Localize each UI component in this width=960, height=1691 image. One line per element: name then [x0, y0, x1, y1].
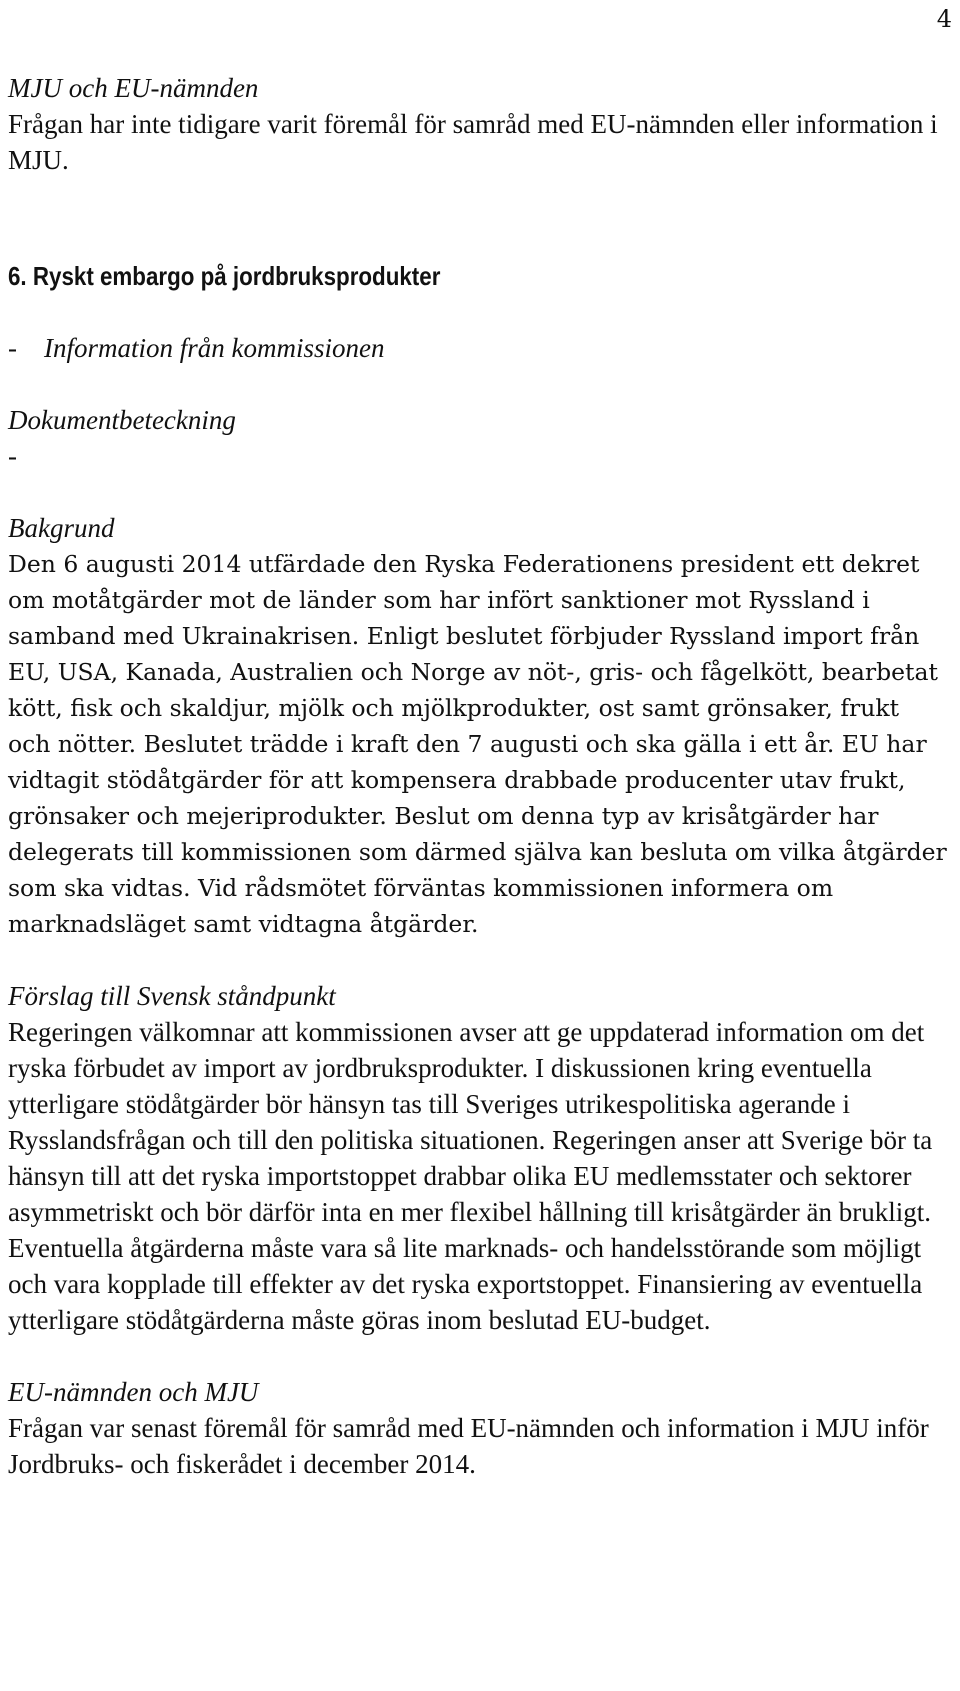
mju-section [8, 70, 948, 178]
eu-section-heading: EU-nämnden och MJU [8, 1377, 259, 1407]
proposal-text: Regeringen välkomnar att kommissionen avser att ge uppdaterad information om det ryska förbudet av import av jordbruksprodukter. I diskussionen kring eventuella ytterligare stödåtgärder bör hänsyn tas till Sveriges utrikespolitiska agerande i Rysslandsfrågan och till den politiska situationen. Regeringen anser att Sverige bör ta hänsyn till att det ryska importstoppet drabbar olika EU medlemsstater och sektorer asymmetriskt och bör därför inta en mer flexibel hållning till krisåtgärder än brukligt. Eventuella åtgärderna måste vara så lite marknads- och handelsstörande som möjligt och vara kopplade till effekter av det ryska exportstoppet. Finansiering av eventuella ytterligare stödåtgärderna måste göras inom beslutad EU-budget. [8, 1017, 933, 1335]
background-text: Den 6 augusti 2014 utfärdade den Ryska Federationens president ett dekret om motåtgärder mot de länder som har infört sanktioner mot Ryssland i samband med Ukrainakrisen. Enligt beslutet förbjuder Ryssland import från EU, USA, Kanada, Australien och Norge av nöt-, gris- och fågelkött, bearbetat kött, fisk och skaldjur, mjölk och mjölkprodukter, ost samt grönsaker, frukt och nötter. Beslutet trädde i kraft den 7 augusti och ska gälla i ett år. EU har vidtagit stödåtgärder för att kompensera drabbade producenter utav frukt, grönsaker och mejeriprodukter. Beslut om denna typ av krisåtgärder har delegerats till kommissionen som därmed själva kan besluta om vilka åtgärder som ska vidtas. Vid rådsmötet förväntas kommissionen informera om marknadsläget samt vidtagna åtgärder. [8, 550, 947, 938]
item-subtitle: - Information från kommissionen [8, 333, 385, 363]
mju-section-heading: MJU och EU-nämnden [8, 73, 259, 103]
eu-section [8, 1374, 948, 1482]
document-reference [8, 402, 948, 474]
document-ref-value: - [8, 441, 17, 471]
page-content [8, 70, 948, 1482]
page-number: 4 [936, 5, 952, 33]
item-title: 6. Ryskt embargo på jordbruksprodukter [8, 261, 441, 291]
background-heading: Bakgrund [8, 513, 115, 543]
document-ref-heading: Dokumentbeteckning [8, 405, 236, 435]
eu-section-text: Frågan var senast föremål för samråd med EU-nämnden och information i MJU inför Jordbruks- och fiskerådet i december 2014. [8, 1413, 929, 1479]
proposal-section [8, 978, 948, 1338]
background-section [8, 510, 948, 942]
proposal-heading: Förslag till Svensk ståndpunkt [8, 981, 336, 1011]
mju-section-text: Frågan har inte tidigare varit föremål för samråd med EU-nämnden eller information i MJU. [8, 109, 938, 175]
